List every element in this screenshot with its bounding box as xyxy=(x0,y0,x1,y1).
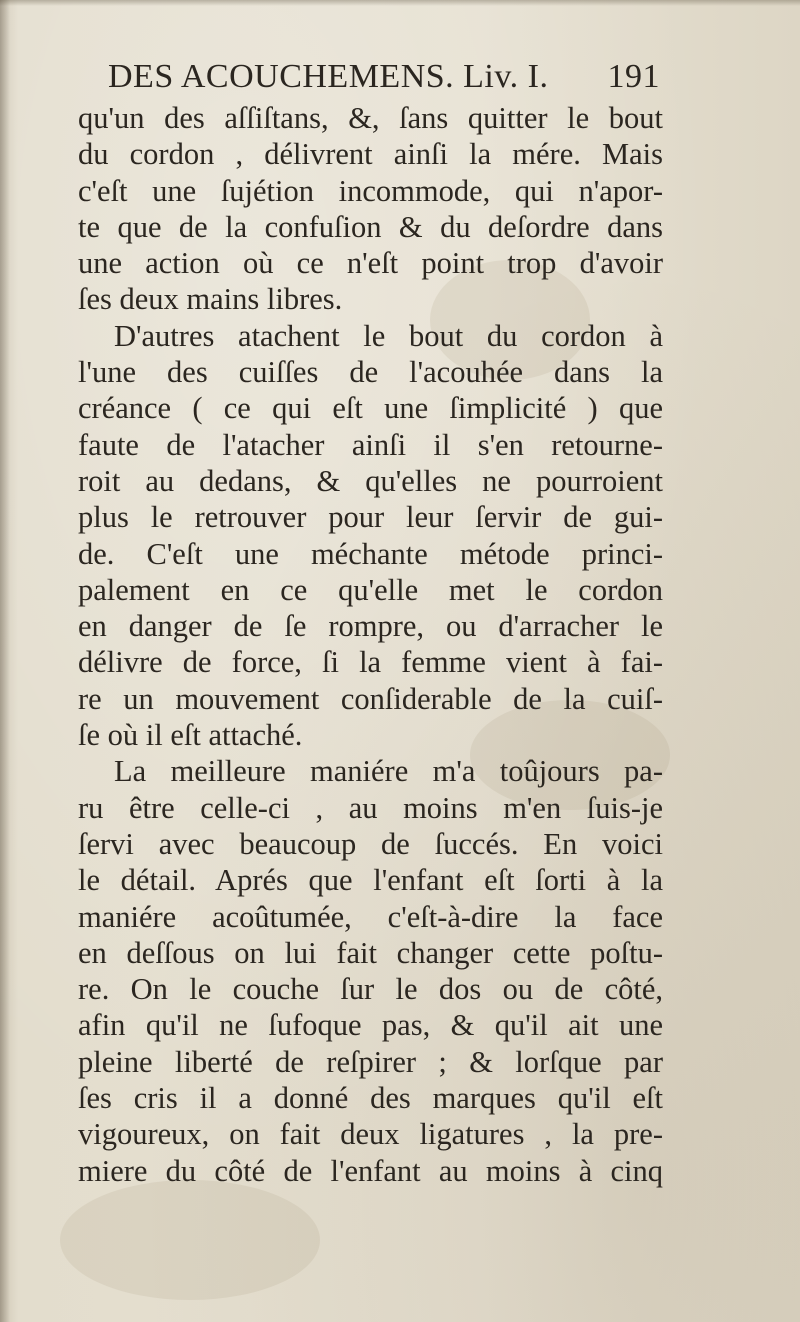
text-line: ſe où il eſt attaché. xyxy=(78,718,303,753)
text-line: afin qu'il ne ſufoque pas, & qu'il ait une xyxy=(78,1008,663,1043)
text-line: une action où ce n'eſt point trop d'avoir xyxy=(78,246,663,281)
text-line: c'eſt une ſujétion incommode, qui n'apor- xyxy=(78,173,663,208)
text-line: en danger de ſe rompre, ou d'arracher le xyxy=(78,609,663,644)
text-line: qu'un des aſſiſtans, &, ſans quitter le bout xyxy=(78,101,663,135)
text-line: te que de la confuſion & du deſordre dans xyxy=(78,209,663,244)
page-edge-left xyxy=(0,0,10,1322)
text-line: miere du côté de l'enfant au moins à cinq xyxy=(78,1153,663,1188)
text-line: re. On le couche ſur le dos ou de côté, xyxy=(78,972,663,1007)
text-line: vigoureux, on fait deux ligatures , la pre- xyxy=(78,1117,663,1152)
paper-stain xyxy=(60,1180,320,1300)
page-edge-top xyxy=(0,0,800,6)
text-line: ru être celle-ci , au moins m'en ſuis-je xyxy=(78,790,663,825)
text-line: délivre de force, ſi la femme vient à fai- xyxy=(78,645,663,680)
running-title: DES ACOUCHEMENS. Liv. I. xyxy=(108,58,549,95)
text-line: re un mouvement conſiderable de la cuiſ- xyxy=(78,681,663,716)
text-line: ſervi avec beaucoup de ſuccés. En voici xyxy=(78,826,663,861)
text-line: en deſſous on lui fait changer cette poſtu- xyxy=(78,935,663,970)
text-line: de. C'eſt une méchante métode princi- xyxy=(78,536,663,571)
text-line: l'une des cuiſſes de l'acouhée dans la xyxy=(78,355,663,390)
text-line: du cordon , délivrent ainſi la mére. Mais xyxy=(78,137,663,172)
text-line: D'autres atachent le bout du cordon à xyxy=(114,318,663,353)
text-line: créance ( ce qui eſt une ſimplicité ) que xyxy=(78,391,663,426)
text-line: La meilleure maniére m'a toûjours pa- xyxy=(114,754,663,789)
text-line: le détail. Aprés que l'enfant eſt ſorti à la xyxy=(78,863,663,898)
page-number: 191 xyxy=(607,58,660,95)
text-line: faute de l'atacher ainſi il s'en retourne- xyxy=(78,427,663,462)
text-line: roit au dedans, & qu'elles ne pourroient xyxy=(78,463,663,498)
text-line: plus le retrouver pour leur ſervir de gui- xyxy=(78,500,663,535)
text-line: maniére acoûtumée, c'eſt-à-dire la face xyxy=(78,899,663,934)
running-header xyxy=(108,58,660,98)
text-line: palement en ce qu'elle met le cordon xyxy=(78,572,663,607)
body-text xyxy=(78,100,663,1189)
text-line: ſes deux mains libres. xyxy=(78,282,343,317)
text-line: pleine liberté de reſpirer ; & lorſque par xyxy=(78,1044,663,1079)
text-line: ſes cris il a donné des marques qu'il eſt xyxy=(78,1081,663,1116)
